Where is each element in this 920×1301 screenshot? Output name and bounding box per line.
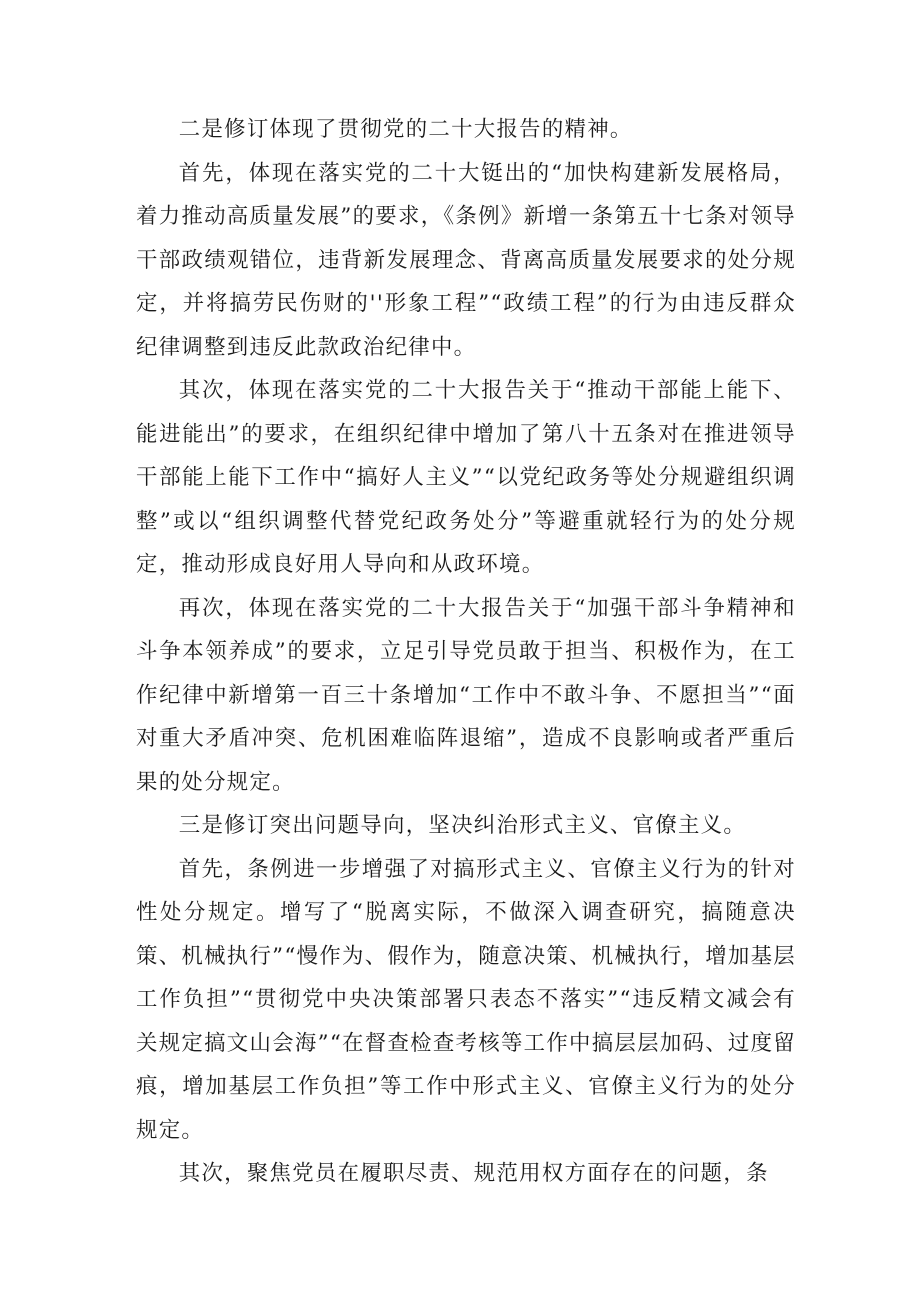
document-page	[136, 108, 796, 1196]
paragraph-5: 三是修订突出问题导向，坚决纠治形式主义、官僚主义。	[178, 813, 747, 838]
paragraph-7: 其次，聚焦党员在履职尽责、规范用权方面存在的问题，条	[178, 1161, 769, 1186]
paragraph-1: 二是修订体现了贯彻党的二十大报告的精神。	[178, 117, 633, 142]
paragraph-2: 首先，体现在落实党的二十大铤出的“加快构建新发展格局，着力推动高质量发展”的要求，《条例》新增一条第五十七条对领导干部政绩观错位，违背新发展理念、背离高质量发展要求的处分规定，并将搞劳民伤财的''形象工程”“政绩工程”的行为由违反群众纪律调整到违反此款政治纪律中。	[136, 160, 796, 360]
paragraph-3: 其次，体现在落实党的二十大报告关于“推动干部能上能下、能进能出”的要求，在组织纪律中增加了第八十五条对在推进领导干部能上能下工作中“搞好人主义”“以党纪政务等处分规避组织调整”或以“组织调整代替党纪政务处分”等避重就轻行为的处分规定，推动形成良好用人导向和从政环境。	[136, 378, 796, 577]
paragraph-4: 再次，体现在落实党的二十大报告关于“加强干部斗争精神和斗争本领养成”的要求，立足引导党员敢于担当、积极作为，在工作纪律中新增第一百三十条增加“工作中不敢斗争、不愿担当”“面对重大矛盾冲突、危机困难临阵退缩”，造成不良影响或者严重后果的处分规定。	[136, 595, 796, 795]
paragraph-6: 首先，条例进一步增强了对搞形式主义、官僚主义行为的针对性处分规定。增写了“脱离实际，不做深入调查研究，搞随意决策、机械执行”“慢作为、假作为，随意决策、机械执行，增加基层工作负担”“贯彻党中央决策部署只表态不落实”“违反精文减会有关规定搞文山会海”“在督查检查考核等工作中搞层层加码、过度留痕，增加基层工作负担”等工作中形式主义、官僚主义行为的处分规定。	[136, 856, 796, 1143]
